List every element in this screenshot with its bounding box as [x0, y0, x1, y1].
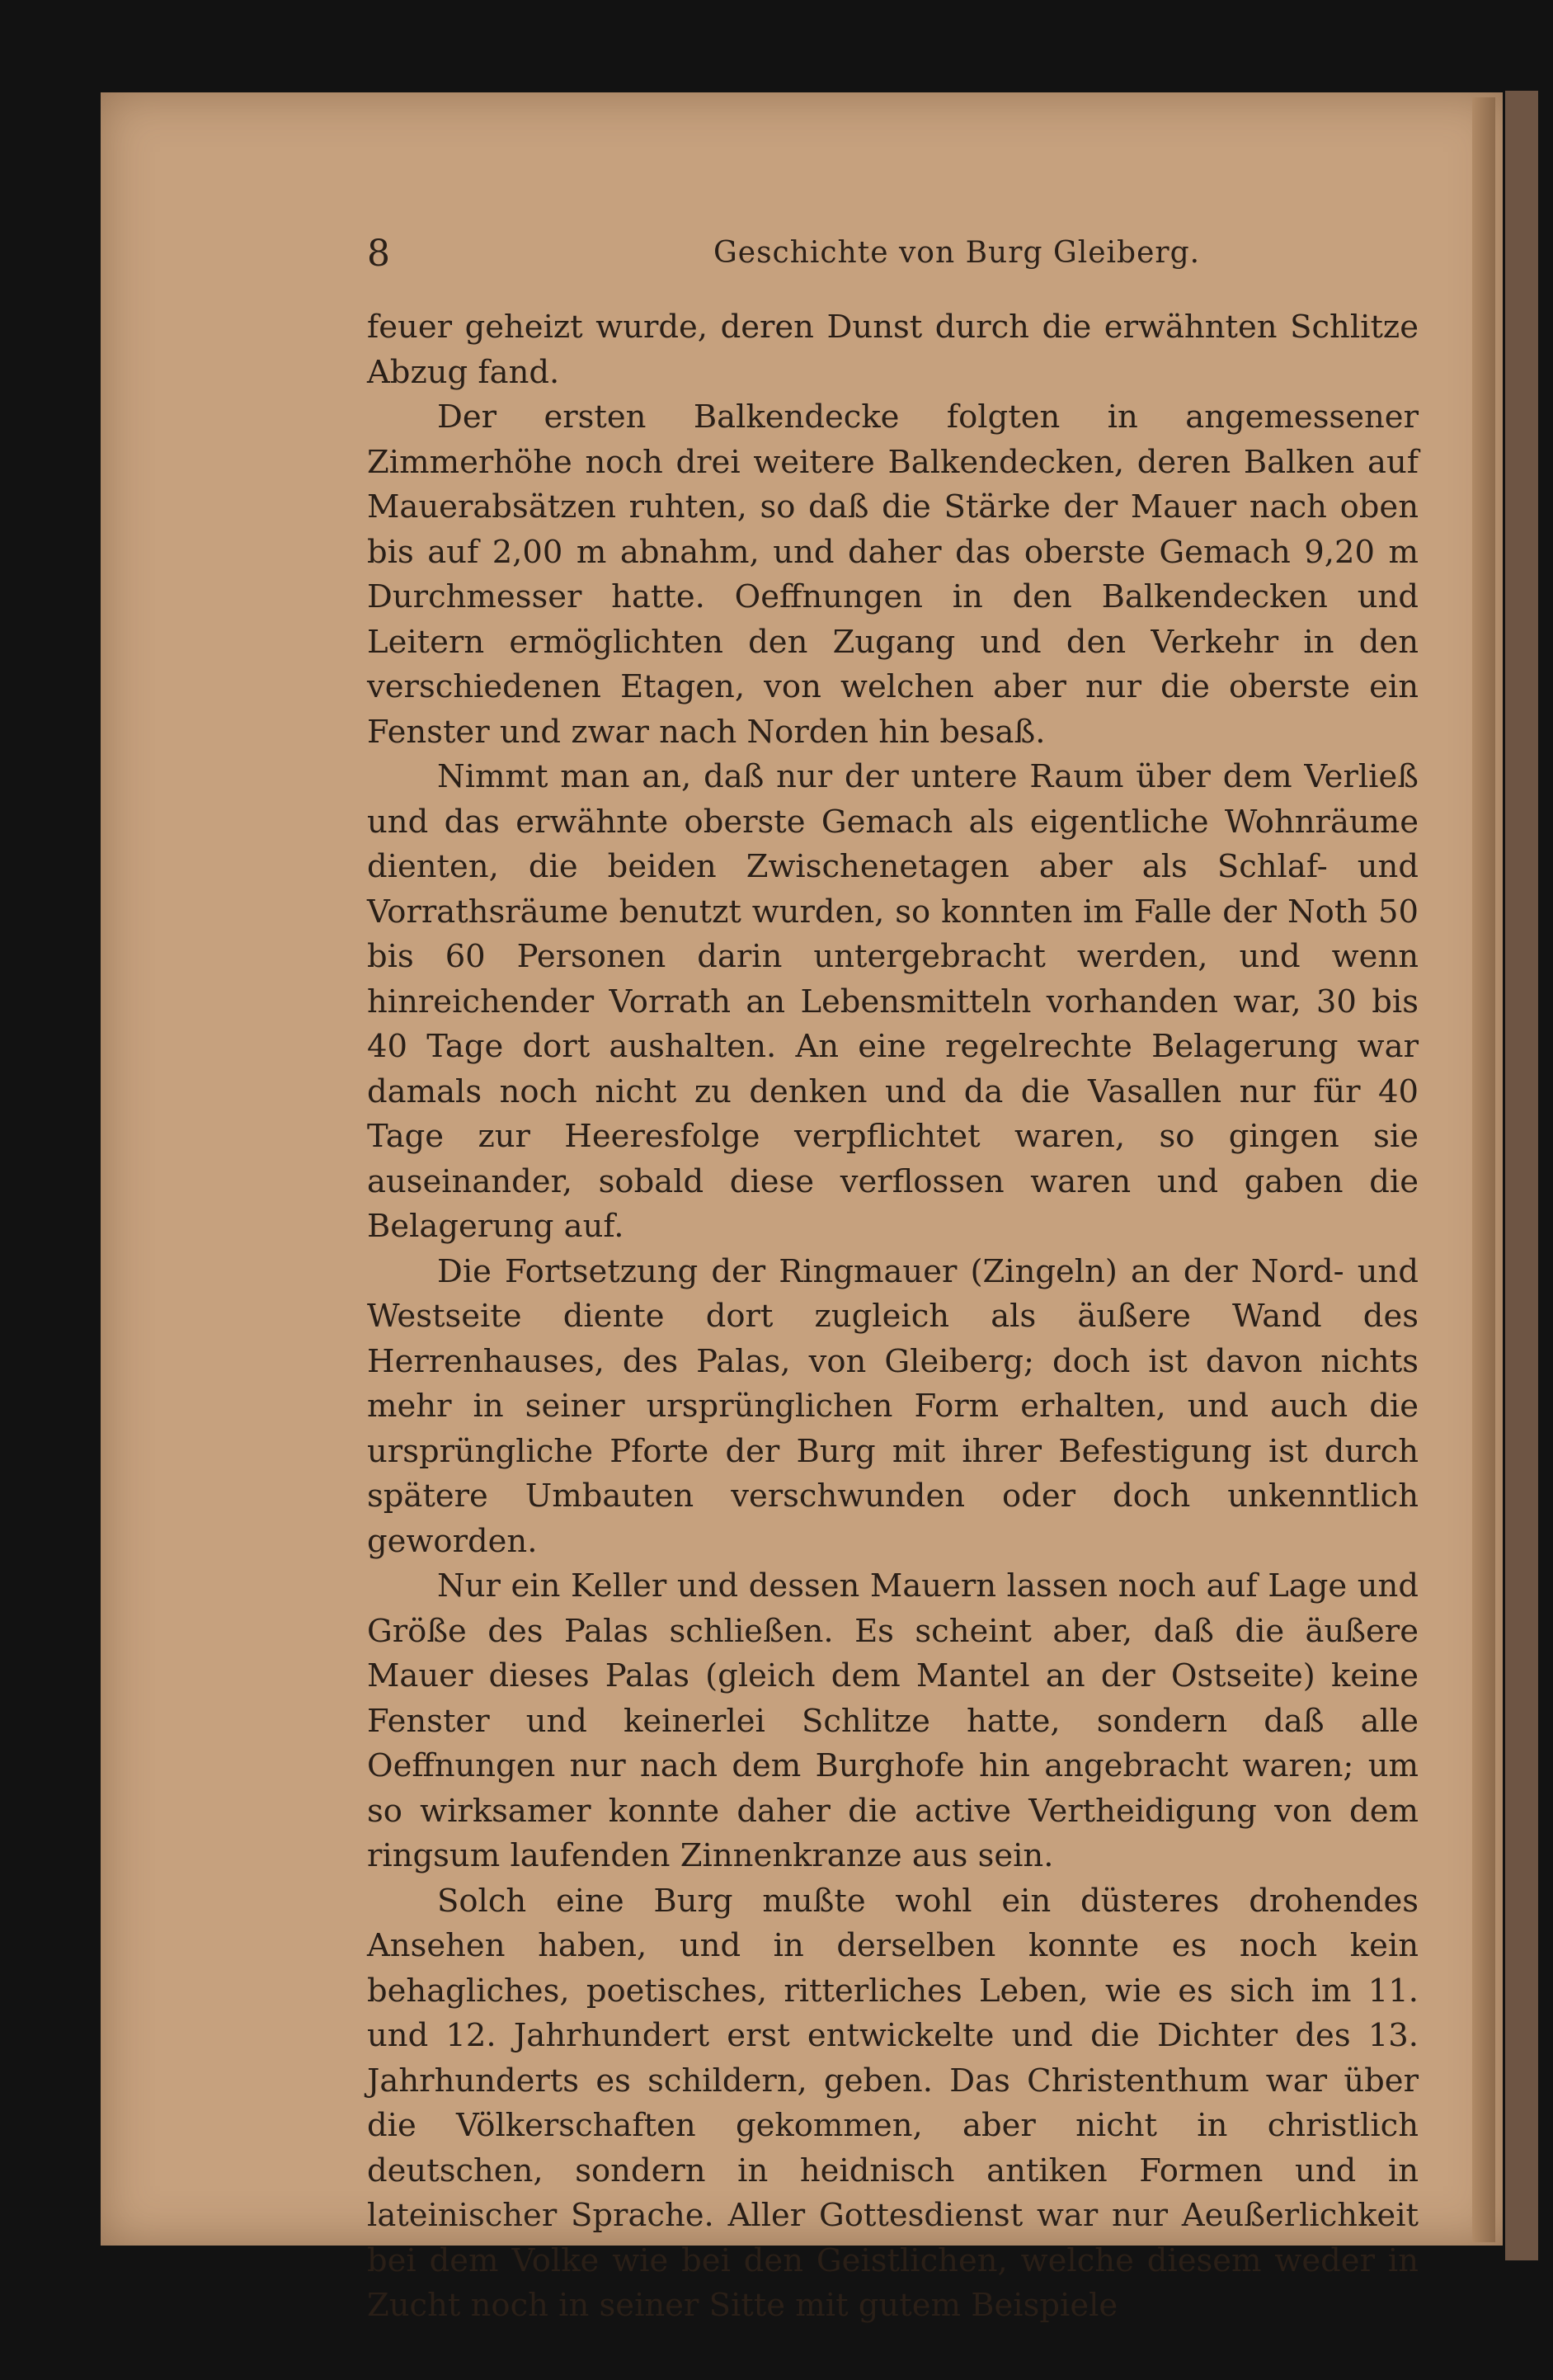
paragraph: Solch eine Burg mußte wohl ein düsteres drohendes Ansehen haben, und in derselben konnte es noch kein behagliches, poetisches, ritterliches Leben, wie es sich im 11. und 12. Jahrhundert erst entwickelte und die Dichter des 13. Jahrhunderts es schildern, geben. Das Christenthum war über die Völkerschaften gekommen, aber nicht in christlich deutschen, sondern in heidnisch antiken Formen und in lateinischer Sprache. Aller Gottesdienst war nur Aeußerlichkeit bei dem Volke wie bei den Geistlichen, welche diesem weder in Zucht noch in seiner Sitte mit gutem Beispiele — [367, 1882, 1419, 2324]
paragraph: Die Fortsetzung der Ringmauer (Zingeln) an der Nord- und Westseite diente dort zugleich als äußere Wand des Herrenhauses, des Palas, von Gleiberg; doch ist davon nichts mehr in seiner ursprünglichen Form erhalten, und auch die ursprüngliche Pforte der Burg mit ihrer Befestigung ist durch spätere Umbauten verschwunden oder doch unkenntlich geworden. — [367, 1252, 1419, 1560]
page-edge-shadow — [1472, 97, 1495, 2242]
running-title: Geschichte von Burg Gleiberg. — [713, 236, 1201, 270]
adjacent-page-strip — [1505, 91, 1538, 2260]
page-number: 8 — [367, 233, 390, 275]
body-text — [367, 305, 1419, 2329]
page-header — [367, 233, 1423, 274]
paragraph: Nimmt man an, daß nur der untere Raum über dem Verließ und das erwähnte oberste Gemach als eigentliche Wohnräume dienten, die beiden Zwischenetagen aber als Schlaf- und Vorrathsräume benutzt wurden, so konnten im Falle der Noth 50 bis 60 Personen darin untergebracht werden, und wenn hinreichender Vorrath an Lebensmitteln vorhanden war, 30 bis 40 Tage dort aushalten. An eine regelrechte Belagerung war damals noch nicht zu denken und da die Vasallen nur für 40 Tage zur Heeresfolge verpflichtet waren, so gingen sie auseinander, sobald diese verflossen waren und gaben die Belagerung auf. — [367, 758, 1419, 1245]
paragraph: Nur ein Keller und dessen Mauern lassen noch auf Lage und Größe des Palas schließen. Es scheint aber, daß die äußere Mauer dieses Palas (gleich dem Mantel an der Ostseite) keine Fenster und keinerlei Schlitze hatte, sondern daß alle Oeffnungen nur nach dem Burghofe hin angebracht waren; um so wirksamer konnte daher die active Vertheidigung von dem ringsum laufenden Zinnenkranze aus sein. — [367, 1567, 1419, 1874]
paragraph: Der ersten Balkendecke folgten in angemessener Zimmerhöhe noch drei weitere Balkendecken, deren Balken auf Mauerabsätzen ruhten, so daß die Stärke der Mauer nach oben bis auf 2,00 m abnahm, und daher das oberste Gemach 9,20 m Durchmesser hatte. Oeffnungen in den Balkendecken und Leitern ermöglichten den Zugang und den Verkehr in den verschiedenen Etagen, von welchen aber nur die oberste ein Fenster und zwar nach Norden hin besaß. — [367, 398, 1419, 751]
paragraph: feuer geheizt wurde, deren Dunst durch die erwähnten Schlitze Abzug fand. — [367, 309, 1419, 391]
